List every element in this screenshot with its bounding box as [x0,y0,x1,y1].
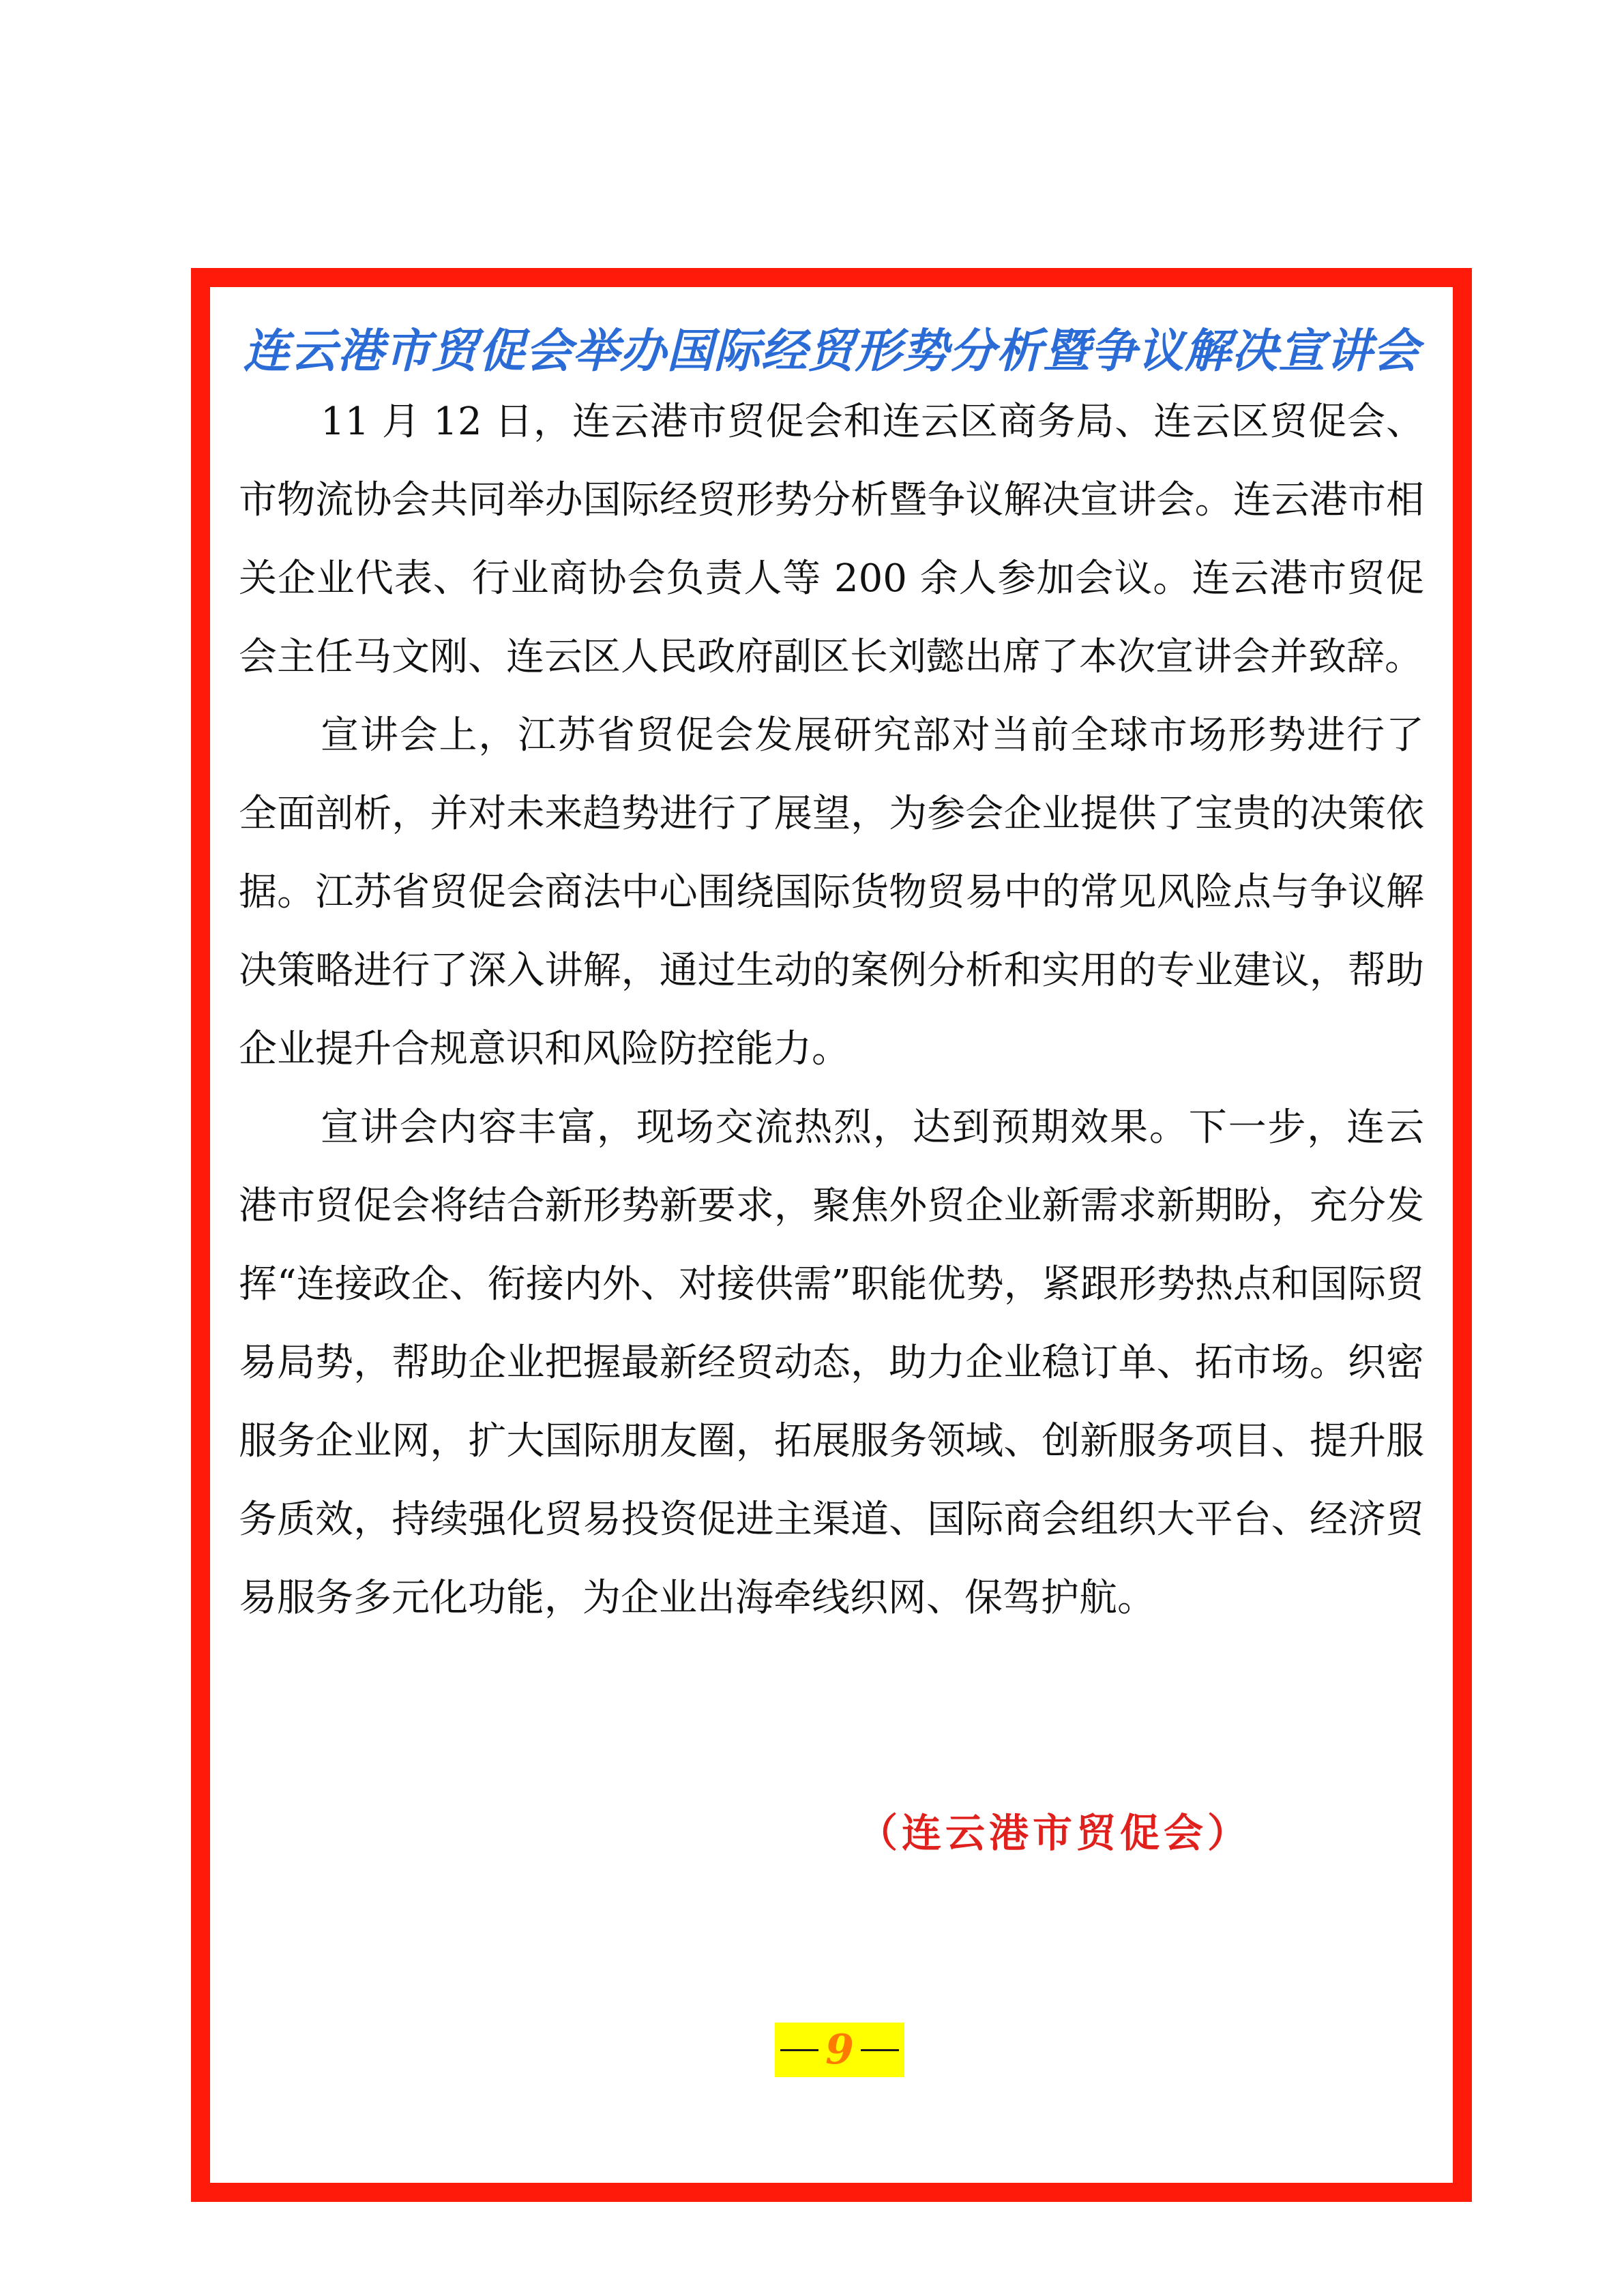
paragraph-2: 宣讲会上，江苏省贸促会发展研究部对当前全球市场形势进行了全面剖析，并对未来趋势进行了展望，为参会企业提供了宝贵的决策依据。江苏省贸促会商法中心围绕国际货物贸易中的常见风险点与争议解决策略进行了深入讲解，通过生动的案例分析和实用的专业建议，帮助企业提升合规意识和风险防控能力。 [239,713,1424,1071]
article-title: 连云港市贸促会举办国际经贸形势分析暨争议解决宣讲会 [243,325,1420,378]
paragraph-1: 11 月 12 日，连云港市贸促会和连云区商务局、连云区贸促会、市物流协会共同举办国际经贸形势分析暨争议解决宣讲会。连云港市相关企业代表、行业商协会负责人等 200 余人参加会议。连云港市贸促会主任马文刚、连云区人民政府副区长刘懿出席了本次宣讲会并致辞。 [239,400,1424,679]
article-source: （连云港市贸促会） [858,1810,1252,1856]
dash-left [780,2049,818,2051]
page-number: 9 [825,2026,854,2074]
page-frame [191,268,1472,2202]
page-number-badge [775,2023,904,2077]
dash-right [861,2049,899,2051]
article-body [239,383,1424,1637]
paragraph-3: 宣讲会内容丰富，现场交流热烈，达到预期效果。下一步，连云港市贸促会将结合新形势新要求，聚焦外贸企业新需求新期盼，充分发挥“连接政企、衔接内外、对接供需”职能优势，紧跟形势热点和国际贸易局势，帮助企业把握最新经贸动态，助力企业稳订单、拓市场。织密服务企业网，扩大国际朋友圈，拓展服务领域、创新服务项目、提升服务质效，持续强化贸易投资促进主渠道、国际商会组织大平台、经济贸易服务多元化功能，为企业出海牵线织网、保驾护航。 [239,1105,1424,1620]
